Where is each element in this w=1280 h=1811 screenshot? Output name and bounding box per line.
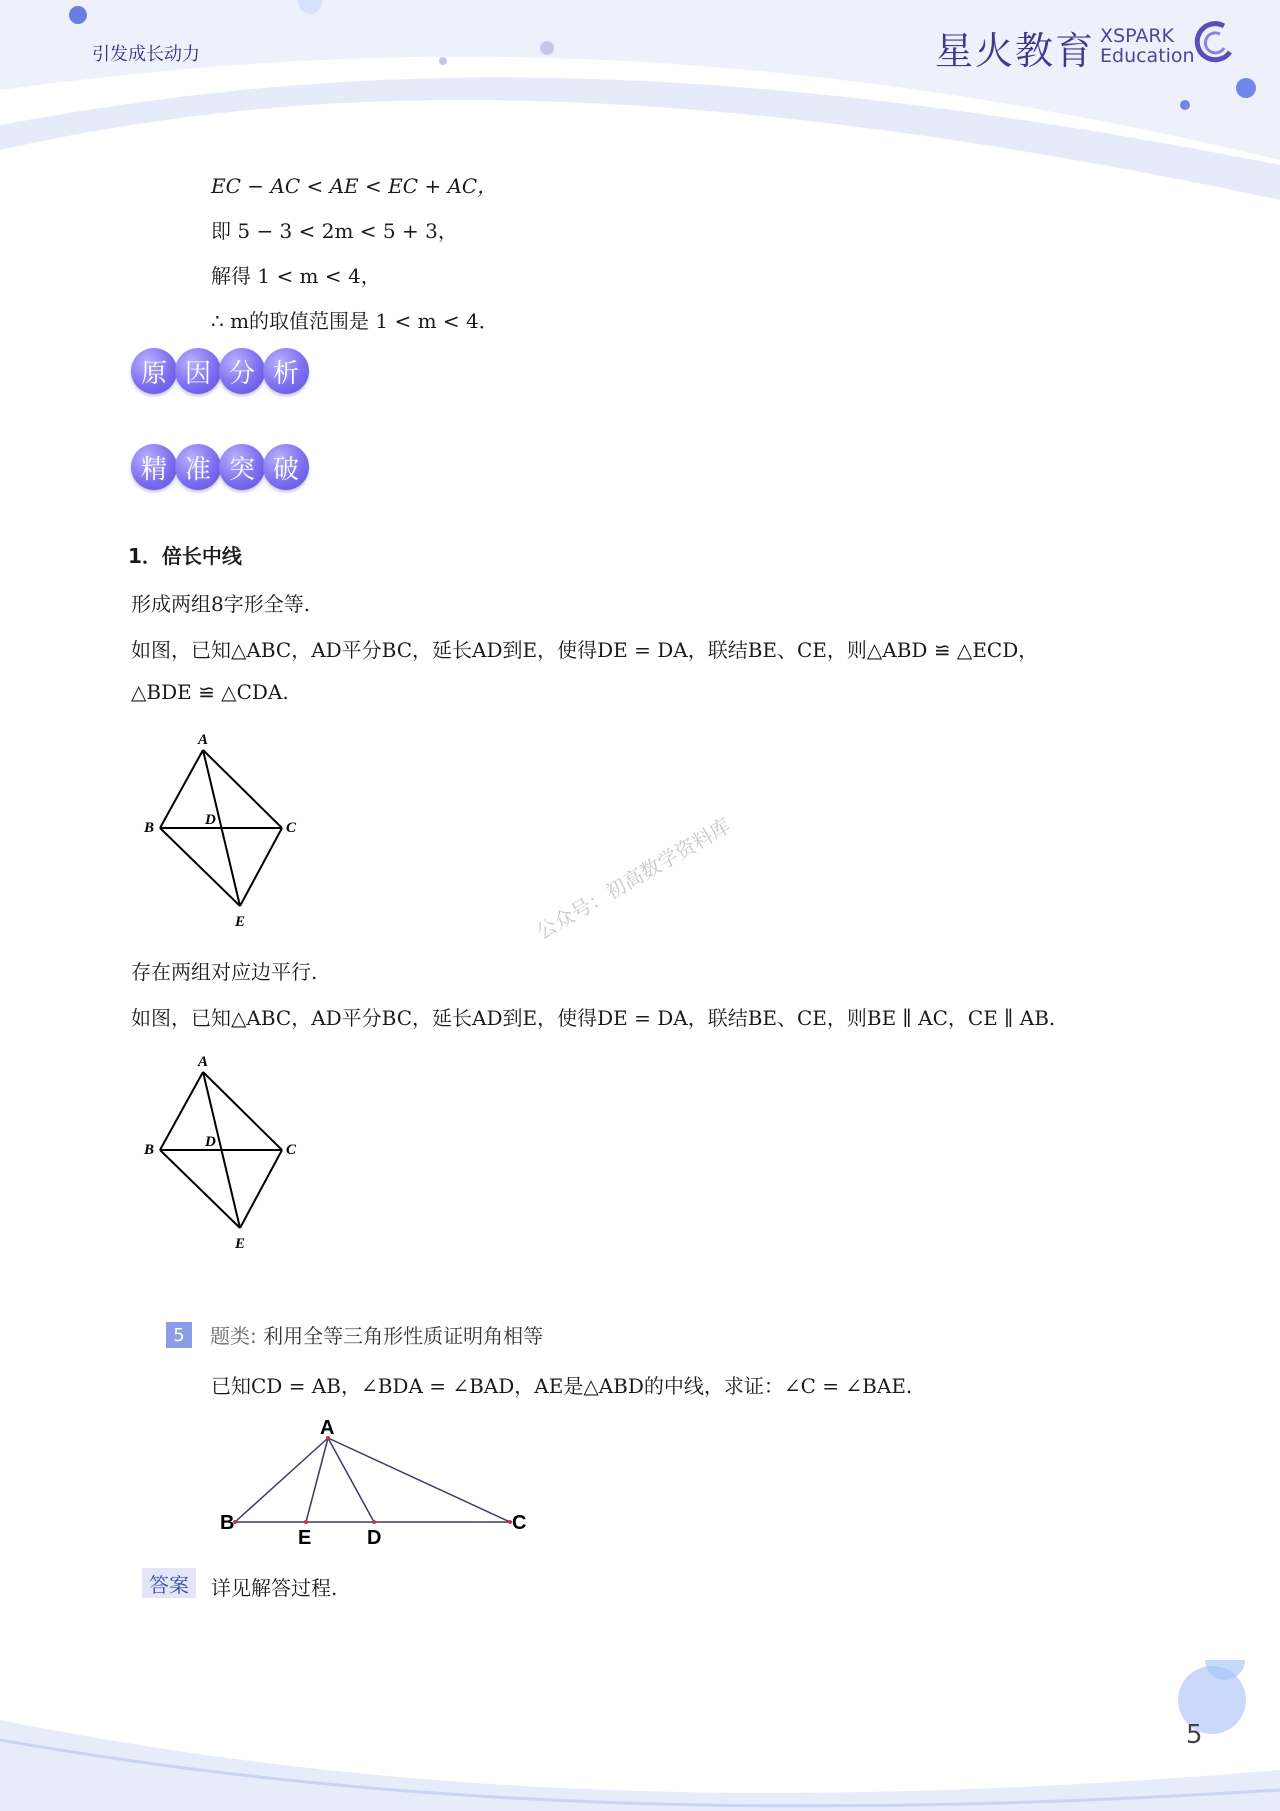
figure-label-d: D	[367, 1527, 382, 1549]
question-type	[210, 1320, 543, 1349]
section-paragraph-4: 存在两组对应边平行.	[131, 960, 318, 984]
page-number: 5	[1186, 1720, 1203, 1750]
question-stem: 已知CD = AB，∠BDA = ∠BAD，AE是△ABD的中线，求证：∠C = ∠BAE.	[211, 1374, 913, 1398]
section-paragraph-5: 如图，已知△ABC，AD平分BC，延长AD到E，使得DE = DA，联结BE、CE，则BE ∥ AC，CE ∥ AB.	[131, 1006, 1056, 1030]
answer-badge: 答案	[142, 1568, 196, 1598]
tag-char: 析	[263, 348, 309, 394]
figure-label-e: E	[235, 1236, 246, 1252]
question-type-label: 题类:	[210, 1324, 257, 1348]
tag-char: 破	[263, 444, 309, 490]
figure-label-b: B	[144, 820, 155, 836]
header-slogan: 引发成长动力	[92, 44, 200, 65]
figure-label-d: D	[205, 812, 216, 828]
figure-label-e: E	[298, 1527, 312, 1549]
solution-line-2: 即 5 − 3 < 2m < 5 + 3，	[211, 219, 458, 243]
brand-english	[1100, 26, 1195, 66]
solution-line-1: EC − AC < AE < EC + AC，	[211, 174, 498, 198]
tag-char: 原	[131, 348, 177, 394]
answer-text: 详见解答过程.	[211, 1576, 338, 1600]
section-paragraph-2: 如图，已知△ABC，AD平分BC，延长AD到E，使得DE = DA，联结BE、CE，则△ABD ≌ △ECD，	[131, 638, 1039, 662]
tag-char: 突	[219, 444, 265, 490]
brand-logo-icon	[1190, 18, 1238, 66]
figure-triangle	[210, 1410, 540, 1550]
figure-parallelogram-2	[140, 1052, 310, 1252]
tag-cause-analysis	[131, 348, 307, 394]
solution-line-4: ∴ m的取值范围是 1 < m < 4．	[211, 309, 499, 333]
question-number: 5	[166, 1322, 192, 1348]
brand-name: 星火教育	[935, 29, 1096, 73]
tag-char: 准	[175, 444, 221, 490]
brand-english-line2: Education	[1100, 45, 1195, 67]
tag-char: 精	[131, 444, 177, 490]
tag-char: 分	[219, 348, 265, 394]
watermark: 公众号：初高数学资料库	[532, 813, 735, 945]
figure-label-c: C	[512, 1512, 527, 1534]
figure-label-c: C	[286, 820, 297, 836]
figure-label-a: A	[198, 1054, 209, 1070]
tag-char: 因	[175, 348, 221, 394]
section-paragraph-1: 形成两组8字形全等.	[131, 592, 311, 616]
figure-label-d: D	[205, 1134, 216, 1150]
tag-precise-breakthrough	[131, 444, 307, 490]
figure-parallelogram-1	[140, 730, 310, 930]
figure-label-e: E	[235, 914, 246, 930]
section-title: 1．倍长中线	[128, 544, 242, 568]
section-paragraph-3: △BDE ≌ △CDA.	[131, 680, 289, 704]
figure-label-a: A	[320, 1417, 335, 1439]
solution-line-3: 解得 1 < m < 4，	[211, 264, 381, 288]
brand-english-line1: XSPARK	[1100, 25, 1174, 47]
footer-decoration	[0, 1660, 1280, 1811]
figure-label-c: C	[286, 1142, 297, 1158]
figure-label-b: B	[144, 1142, 155, 1158]
figure-label-a: A	[198, 732, 209, 748]
figure-label-b: B	[220, 1512, 235, 1534]
question-type-text: 利用全等三角形性质证明角相等	[263, 1324, 544, 1348]
